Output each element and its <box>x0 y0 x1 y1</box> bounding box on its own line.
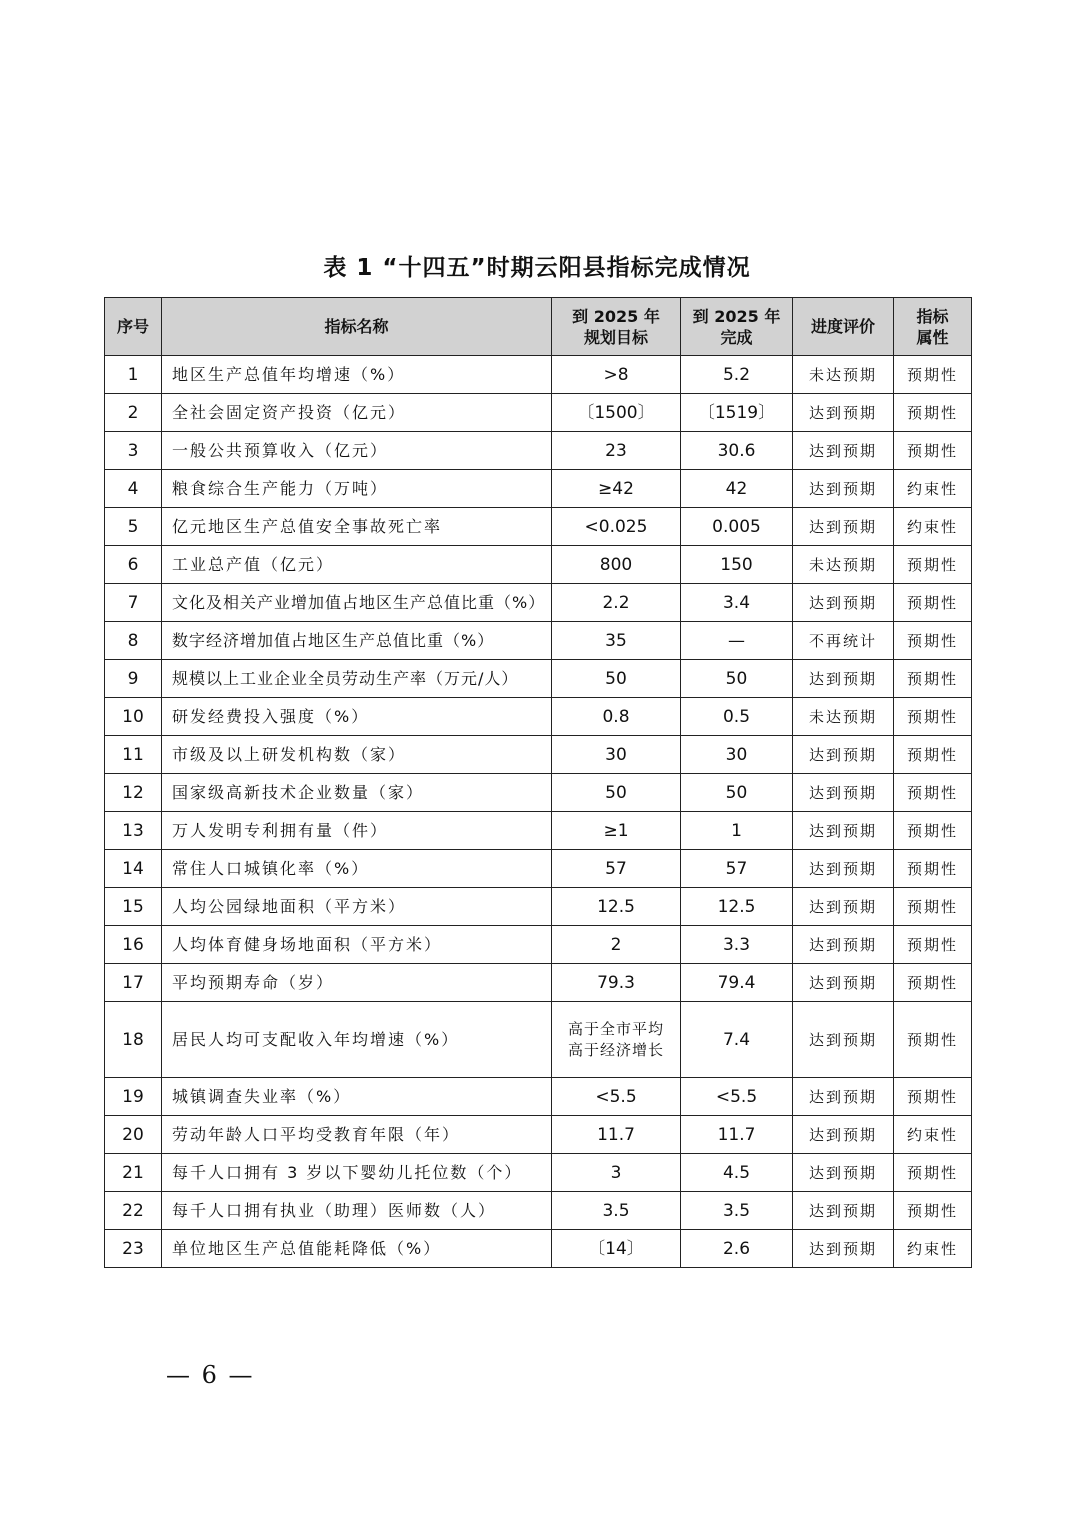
row-target <box>552 1002 681 1078</box>
table-header-row <box>105 298 972 356</box>
row-seq: 13 <box>105 812 162 850</box>
table-row <box>105 964 972 1002</box>
row-target: 〔14〕 <box>552 1230 681 1268</box>
row-name: 亿元地区生产总值安全事故死亡率 <box>162 508 552 546</box>
table-row <box>105 926 972 964</box>
row-attr: 预期性 <box>894 964 972 1002</box>
row-eval: 达到预期 <box>793 926 894 964</box>
row-attr: 预期性 <box>894 736 972 774</box>
table-row <box>105 1078 972 1116</box>
row-eval: 达到预期 <box>793 1230 894 1268</box>
header-target <box>552 298 681 356</box>
row-target: 57 <box>552 850 681 888</box>
row-target: 800 <box>552 546 681 584</box>
row-eval: 达到预期 <box>793 736 894 774</box>
row-name: 研发经费投入强度（%） <box>162 698 552 736</box>
row-done: 30 <box>681 736 793 774</box>
row-done: 42 <box>681 470 793 508</box>
row-seq: 23 <box>105 1230 162 1268</box>
row-target: 2 <box>552 926 681 964</box>
row-name: 文化及相关产业增加值占地区生产总值比重（%） <box>162 584 552 622</box>
row-seq: 2 <box>105 394 162 432</box>
row-seq: 22 <box>105 1192 162 1230</box>
row-eval: 达到预期 <box>793 812 894 850</box>
row-attr: 预期性 <box>894 888 972 926</box>
row-name: 人均公园绿地面积（平方米） <box>162 888 552 926</box>
row-target: <0.025 <box>552 508 681 546</box>
row-eval: 达到预期 <box>793 660 894 698</box>
row-eval: 未达预期 <box>793 546 894 584</box>
row-target-line2: 高于经济增长 <box>567 1040 664 1059</box>
row-eval: 达到预期 <box>793 1078 894 1116</box>
row-seq: 8 <box>105 622 162 660</box>
row-target: 3.5 <box>552 1192 681 1230</box>
header-attr <box>894 298 972 356</box>
row-target: ≥42 <box>552 470 681 508</box>
row-attr: 约束性 <box>894 508 972 546</box>
table-row <box>105 508 972 546</box>
row-attr: 预期性 <box>894 356 972 394</box>
row-eval: 达到预期 <box>793 508 894 546</box>
row-eval: 达到预期 <box>793 888 894 926</box>
row-done: 57 <box>681 850 793 888</box>
header-attr-line2: 属性 <box>916 327 949 347</box>
table-row <box>105 774 972 812</box>
row-name: 一般公共预算收入（亿元） <box>162 432 552 470</box>
row-name: 工业总产值（亿元） <box>162 546 552 584</box>
table-row <box>105 1116 972 1154</box>
row-eval: 达到预期 <box>793 1192 894 1230</box>
row-done: — <box>681 622 793 660</box>
header-done <box>681 298 793 356</box>
row-target: 79.3 <box>552 964 681 1002</box>
row-done: 3.3 <box>681 926 793 964</box>
row-seq: 20 <box>105 1116 162 1154</box>
table-row <box>105 736 972 774</box>
row-done: 79.4 <box>681 964 793 1002</box>
row-eval: 未达预期 <box>793 698 894 736</box>
table-row <box>105 622 972 660</box>
row-seq: 10 <box>105 698 162 736</box>
table-row <box>105 888 972 926</box>
row-done: 30.6 <box>681 432 793 470</box>
row-target: 3 <box>552 1154 681 1192</box>
row-seq: 18 <box>105 1002 162 1078</box>
table-row <box>105 470 972 508</box>
row-done: 1 <box>681 812 793 850</box>
row-name: 粮食综合生产能力（万吨） <box>162 470 552 508</box>
row-attr: 预期性 <box>894 926 972 964</box>
row-attr: 约束性 <box>894 1230 972 1268</box>
row-done: 7.4 <box>681 1002 793 1078</box>
row-name: 市级及以上研发机构数（家） <box>162 736 552 774</box>
row-seq: 15 <box>105 888 162 926</box>
row-name: 全社会固定资产投资（亿元） <box>162 394 552 432</box>
row-eval: 达到预期 <box>793 432 894 470</box>
row-seq: 12 <box>105 774 162 812</box>
table-row <box>105 356 972 394</box>
row-seq: 4 <box>105 470 162 508</box>
table-row <box>105 1230 972 1268</box>
row-target: 11.7 <box>552 1116 681 1154</box>
indicator-table <box>104 297 972 1268</box>
row-done: 150 <box>681 546 793 584</box>
table-row <box>105 394 972 432</box>
row-target: 50 <box>552 774 681 812</box>
row-name: 规模以上工业企业全员劳动生产率（万元/人） <box>162 660 552 698</box>
row-done: 3.5 <box>681 1192 793 1230</box>
page-title: 表 1 “十四五”时期云阳县指标完成情况 <box>323 255 751 281</box>
row-target: ≥1 <box>552 812 681 850</box>
row-done: 0.5 <box>681 698 793 736</box>
row-target-line1: 高于全市平均 <box>567 1019 664 1038</box>
header-attr-line1: 指标 <box>916 306 949 326</box>
table-row <box>105 1154 972 1192</box>
page-number: — 6 — <box>166 1361 255 1389</box>
header-eval: 进度评价 <box>793 298 894 356</box>
row-eval: 达到预期 <box>793 394 894 432</box>
row-name: 国家级高新技术企业数量（家） <box>162 774 552 812</box>
row-eval: 达到预期 <box>793 584 894 622</box>
row-seq: 16 <box>105 926 162 964</box>
row-target: 12.5 <box>552 888 681 926</box>
row-attr: 预期性 <box>894 812 972 850</box>
row-name: 万人发明专利拥有量（件） <box>162 812 552 850</box>
row-name: 城镇调查失业率（%） <box>162 1078 552 1116</box>
row-name: 每千人口拥有 3 岁以下婴幼儿托位数（个） <box>162 1154 552 1192</box>
row-done: 0.005 <box>681 508 793 546</box>
row-eval: 达到预期 <box>793 470 894 508</box>
row-done: 12.5 <box>681 888 793 926</box>
row-done: 5.2 <box>681 356 793 394</box>
row-name: 每千人口拥有执业（助理）医师数（人） <box>162 1192 552 1230</box>
row-eval: 达到预期 <box>793 1154 894 1192</box>
row-seq: 6 <box>105 546 162 584</box>
row-done: 2.6 <box>681 1230 793 1268</box>
row-attr: 预期性 <box>894 1154 972 1192</box>
row-attr: 预期性 <box>894 622 972 660</box>
row-eval: 达到预期 <box>793 1116 894 1154</box>
row-done: 11.7 <box>681 1116 793 1154</box>
header-done-line2: 完成 <box>720 327 753 347</box>
row-target: 〔1500〕 <box>552 394 681 432</box>
row-done: <5.5 <box>681 1078 793 1116</box>
row-target: 35 <box>552 622 681 660</box>
row-name: 数字经济增加值占地区生产总值比重（%） <box>162 622 552 660</box>
row-seq: 9 <box>105 660 162 698</box>
row-seq: 21 <box>105 1154 162 1192</box>
header-target-line2: 规划目标 <box>583 327 648 347</box>
row-name: 常住人口城镇化率（%） <box>162 850 552 888</box>
row-target: 0.8 <box>552 698 681 736</box>
row-target: 2.2 <box>552 584 681 622</box>
row-seq: 11 <box>105 736 162 774</box>
row-seq: 14 <box>105 850 162 888</box>
row-attr: 预期性 <box>894 850 972 888</box>
row-seq: 7 <box>105 584 162 622</box>
row-done: 50 <box>681 774 793 812</box>
row-name: 居民人均可支配收入年均增速（%） <box>162 1002 552 1078</box>
table-row <box>105 660 972 698</box>
table-row <box>105 546 972 584</box>
row-seq: 5 <box>105 508 162 546</box>
row-seq: 3 <box>105 432 162 470</box>
table-row <box>105 812 972 850</box>
row-target: 50 <box>552 660 681 698</box>
row-done: 4.5 <box>681 1154 793 1192</box>
row-name: 劳动年龄人口平均受教育年限（年） <box>162 1116 552 1154</box>
row-done: 3.4 <box>681 584 793 622</box>
row-attr: 预期性 <box>894 1078 972 1116</box>
row-attr: 预期性 <box>894 584 972 622</box>
header-seq: 序号 <box>105 298 162 356</box>
row-done: 50 <box>681 660 793 698</box>
row-attr: 预期性 <box>894 1192 972 1230</box>
row-eval: 达到预期 <box>793 850 894 888</box>
row-done: 〔1519〕 <box>681 394 793 432</box>
header-done-line1: 到 2025 年 <box>692 306 781 326</box>
row-eval: 达到预期 <box>793 774 894 812</box>
row-seq: 19 <box>105 1078 162 1116</box>
header-target-line1: 到 2025 年 <box>572 306 660 326</box>
row-attr: 预期性 <box>894 660 972 698</box>
row-target: 23 <box>552 432 681 470</box>
row-attr: 预期性 <box>894 394 972 432</box>
header-name: 指标名称 <box>162 298 552 356</box>
row-target: 30 <box>552 736 681 774</box>
row-attr: 预期性 <box>894 1002 972 1078</box>
table-row <box>105 1192 972 1230</box>
table-row <box>105 432 972 470</box>
table-row <box>105 850 972 888</box>
row-target: <5.5 <box>552 1078 681 1116</box>
row-attr: 约束性 <box>894 1116 972 1154</box>
row-name: 地区生产总值年均增速（%） <box>162 356 552 394</box>
row-attr: 预期性 <box>894 698 972 736</box>
row-eval: 不再统计 <box>793 622 894 660</box>
row-eval: 未达预期 <box>793 356 894 394</box>
table-row <box>105 1002 972 1078</box>
row-name: 平均预期寿命（岁） <box>162 964 552 1002</box>
row-seq: 1 <box>105 356 162 394</box>
row-eval: 达到预期 <box>793 964 894 1002</box>
row-name: 人均体育健身场地面积（平方米） <box>162 926 552 964</box>
table-row <box>105 584 972 622</box>
row-attr: 约束性 <box>894 470 972 508</box>
row-attr: 预期性 <box>894 774 972 812</box>
row-attr: 预期性 <box>894 546 972 584</box>
table-row <box>105 698 972 736</box>
row-eval: 达到预期 <box>793 1002 894 1078</box>
row-attr: 预期性 <box>894 432 972 470</box>
row-name: 单位地区生产总值能耗降低（%） <box>162 1230 552 1268</box>
row-target: >8 <box>552 356 681 394</box>
row-seq: 17 <box>105 964 162 1002</box>
